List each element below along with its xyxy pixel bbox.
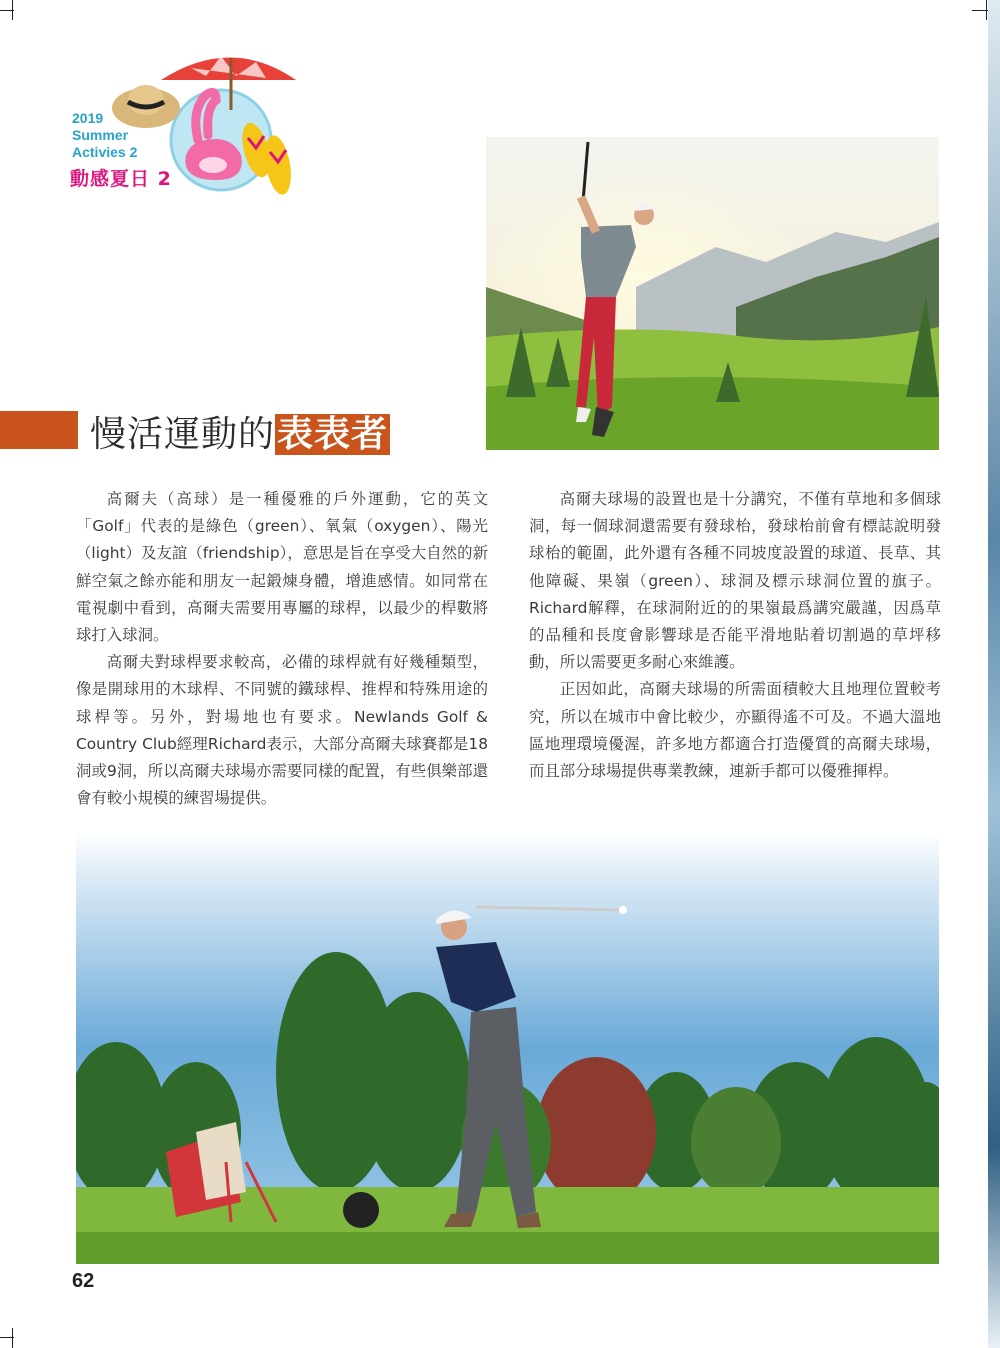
article-column-right	[529, 486, 941, 785]
golfer-course-photo	[76, 832, 939, 1264]
heading-prefix: 慢活運動的	[90, 414, 276, 455]
golfer-mountain-image-icon	[486, 137, 939, 450]
section-heading	[90, 406, 390, 457]
logo-year: 2019	[72, 110, 104, 126]
crop-mark	[12, 1328, 13, 1348]
golfer-mountain-photo	[486, 137, 939, 450]
crop-mark	[12, 0, 13, 20]
logo-line1: Summer	[72, 127, 129, 143]
logo-line2: Activies 2	[72, 144, 138, 160]
paragraph: 高爾夫球場的設置也是十分講究，不僅有草地和多個球洞，每一個球洞還需要有發球枱，發球枱前會有標誌說明發球枱的範圍，此外還有各種不同坡度設置的球道、長草、其他障礙、果嶺（green）、球洞及標示球洞位置的旗子。Richard解釋，在球洞附近的的果嶺最爲講究嚴謹，因爲草的品種和長度會影響球是否能平滑地貼着切割過的草坪移動，所以需要更多耐心來維護。	[529, 490, 941, 672]
heading-accent-bar	[0, 411, 78, 449]
paragraph: 高爾夫對球桿要求較高，必備的球桿就有好幾種類型，像是開球用的木球桿、不同號的鐵球桿、推桿和特殊用途的球桿等。另外，對場地也有要求。Newlands Golf & Country Club經理Richard表示，大部分高爾夫球賽都是18洞或9洞，所以高爾夫球場亦需要同樣的配置，有些俱樂部還會有較小規模的練習場提供。	[76, 653, 488, 808]
adjacent-page-edge	[988, 0, 1000, 1348]
article-column-left	[76, 486, 488, 812]
crop-mark	[986, 0, 987, 20]
summer-activities-logo	[66, 40, 306, 210]
logo-english-text	[72, 110, 137, 161]
logo-chinese-text: 動感夏日 2	[70, 168, 172, 190]
page-number: 62	[72, 1270, 95, 1292]
paragraph: 正因如此，高爾夫球場的所需面積較大且地理位置較考究，所以在城市中會比較少，亦顯得遙不可及。不過大溫地區地理環境優渥，許多地方都適合打造優質的高爾夫球場，而且部分球場提供專業教練，連新手都可以優雅揮桿。	[529, 680, 941, 781]
golfer-course-image-icon	[76, 832, 939, 1264]
paragraph: 高爾夫（高球）是一種優雅的戶外運動，它的英文「Golf」代表的是綠色（green）、氧氣（oxygen）、陽光（light）及友誼（friendship），意思是旨在享受大自然的新鮮空氣之餘亦能和朋友一起鍛煉身體，增進感情。如同常在電視劇中看到，高爾夫需要用專屬的球桿，以最少的桿數將球打入球洞。	[76, 490, 488, 645]
heading-highlight: 表表者	[277, 414, 389, 455]
